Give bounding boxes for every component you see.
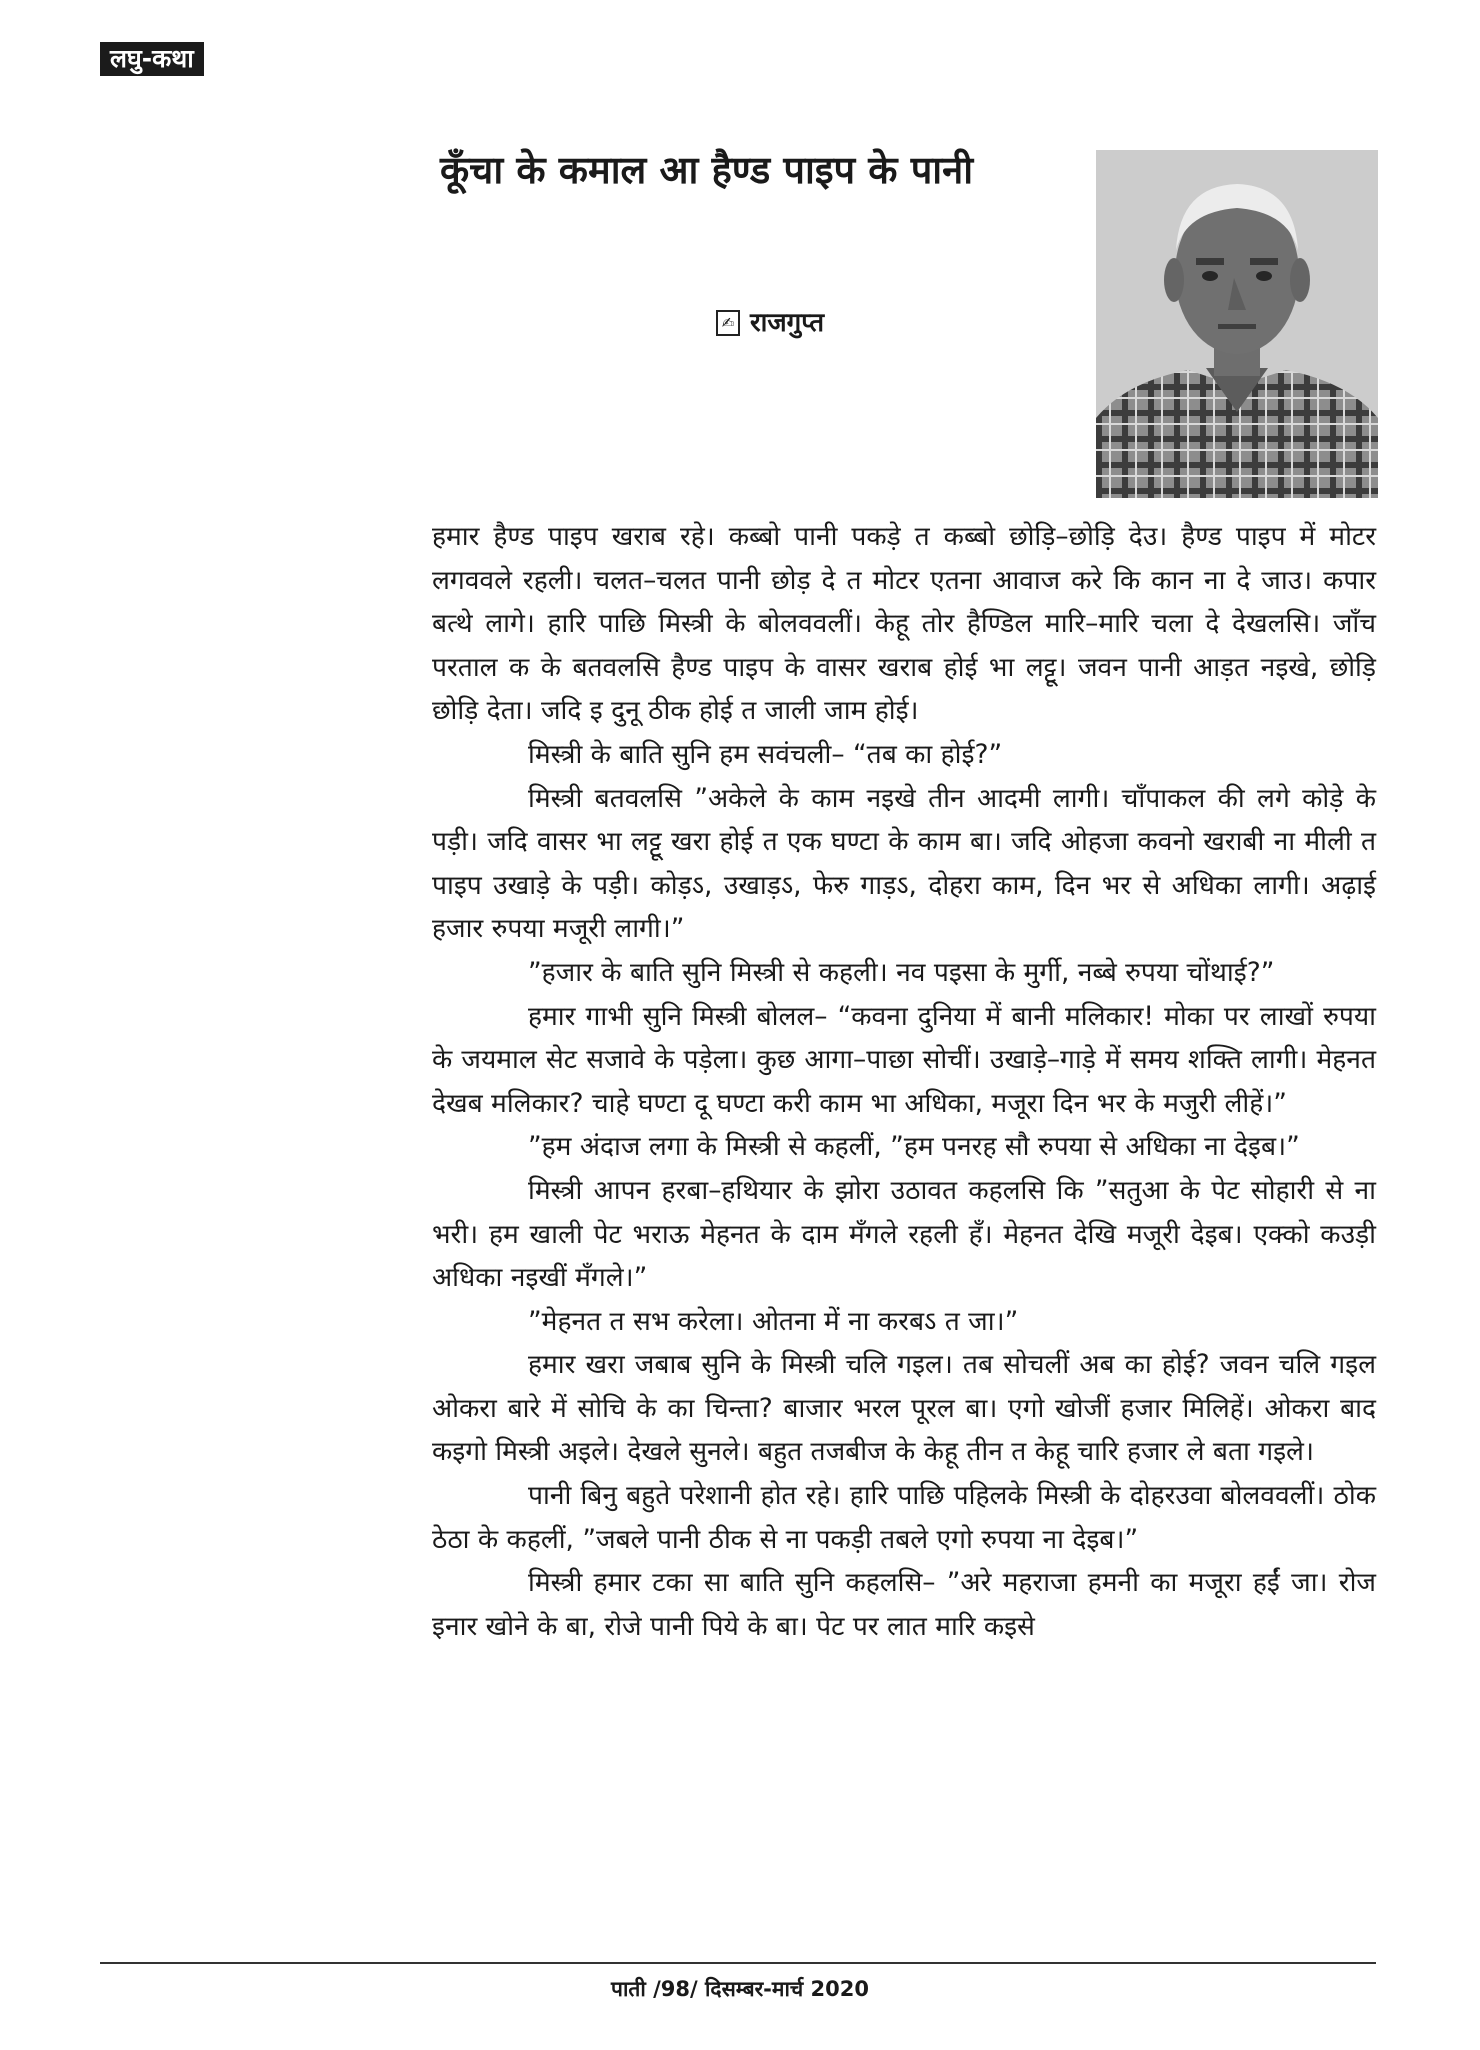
author-name: राजगुप्त <box>750 308 825 338</box>
page-footer: पाती /98/ दिसम्बर-मार्च 2020 <box>611 1977 869 2001</box>
paragraph: मिस्त्री के बाति सुनि हम सवंचली– “तब का होई?” <box>528 738 1003 770</box>
paragraph: ”मेहनत त सभ करेला। ओतना में ना करबऽ त जा।” <box>528 1305 1019 1337</box>
paragraph: हमार हैण्ड पाइप खराब रहे। कब्बो पानी पकड़े त कब्बो छोड़ि–छोड़ि देउ। हैण्ड पाइप में मोटर लगववले रहली। चलत–चलत पानी छोड़ दे त मोटर एतना आवाज करे कि कान ना दे जाउ। कपार बत्थे लागे। हारि पाछि मिस्त्री के बोलववलीं। केहू तोर हैण्डिल मारि–मारि चला दे देखलसि। जाँच परताल क के बतवलसि हैण्ड पाइप के वासर खराब होई भा लट्टू। जवन पानी आड़त नइखे, छोड़ि छोड़ि देता। जदि इ दुनू ठीक होई त जाली जाम होई। <box>432 521 1376 727</box>
paragraph: पानी बिनु बहुते परेशानी होत रहे। हारि पाछि पहिलके मिस्त्री के दोहरउवा बोलववलीं। ठोक ठेठा के कहलीं, ”जबले पानी ठीक से ना पकड़ी तबले एगो रुपया ना देइब।” <box>432 1480 1376 1555</box>
article-body <box>432 515 1376 1648</box>
section-label: लघु-कथा <box>100 42 204 76</box>
paragraph: ”हम अंदाज लगा के मिस्त्री से कहलीं, ”हम पनरह सौ रुपया से अधिका ना देइब।” <box>528 1131 1300 1163</box>
footer-divider <box>100 1962 1376 1964</box>
article-title: कूँचा के कमाल आ हैण्ड पाइप के पानी <box>440 148 974 192</box>
paragraph: हमार गाभी सुनि मिस्त्री बोलल– “कवना दुनिया में बानी मलिकार! मोका पर लाखों रुपया के जयमाल सेट सजावे के पड़ेला। कुछ आगा–पाछा सोचीं। उखाड़े–गाड़े में समय शक्ति लागी। मेहनत देखब मलिकार? चाहे घण्टा दू घण्टा करी काम भा अधिका, मजूरा दिन भर के मजुरी लीहें।” <box>432 1000 1376 1119</box>
paragraph: मिस्त्री आपन हरबा–हथियार के झोरा उठावत कहलसि कि ”सतुआ के पेट सोहारी से ना भरी। हम खाली पेट भराऊ मेहनत के दाम मँगले रहली हँ। मेहनत देखि मजूरी देइब। एक्को कउड़ी अधिका नइखीं मँगले।” <box>432 1174 1376 1294</box>
paragraph: मिस्त्री बतवलसि ”अकेले के काम नइखे तीन आदमी लागी। चाँपाकल की लगे कोड़े के पड़ी। जदि वासर भा लट्टू खरा होई त एक घण्टा के काम बा। जदि ओहजा कवनो खराबी ना मीली त पाइप उखाड़े के पड़ी। कोड़ऽ, उखाड़ऽ, फेरु गाड़ऽ, दोहरा काम, दिन भर से अधिका लागी। अढ़ाई हजार रुपया मजूरी लागी।” <box>432 782 1376 945</box>
author-portrait <box>1096 150 1378 498</box>
pen-writing-icon: ✍ <box>716 310 740 336</box>
paragraph: ”हजार के बाति सुनि मिस्त्री से कहली। नव पइसा के मुर्गी, नब्बे रुपया चोंथाई?” <box>528 956 1275 988</box>
paragraph: मिस्त्री हमार टका सा बाति सुनि कहलसि– ”अरे महराजा हमनी का मजूरा हईं जा। रोज इनार खोने के बा, रोजे पानी पिये के बा। पेट पर लात मारि कइसे <box>432 1567 1376 1642</box>
portrait-illustration <box>1096 150 1378 498</box>
author-byline <box>716 305 824 341</box>
paragraph: हमार खरा जबाब सुनि के मिस्त्री चलि गइल। तब सोचलीं अब का होई? जवन चलि गइल ओकरा बारे में सोचि के का चिन्ता? बाजार भरल पूरल बा। एगो खोजीं हजार मिलिहें। ओकरा बाद कइगो मिस्त्री अइले। देखले सुनले। बहुत तजबीज के केहू तीन त केहू चारि हजार ले बता गइले। <box>432 1349 1376 1468</box>
